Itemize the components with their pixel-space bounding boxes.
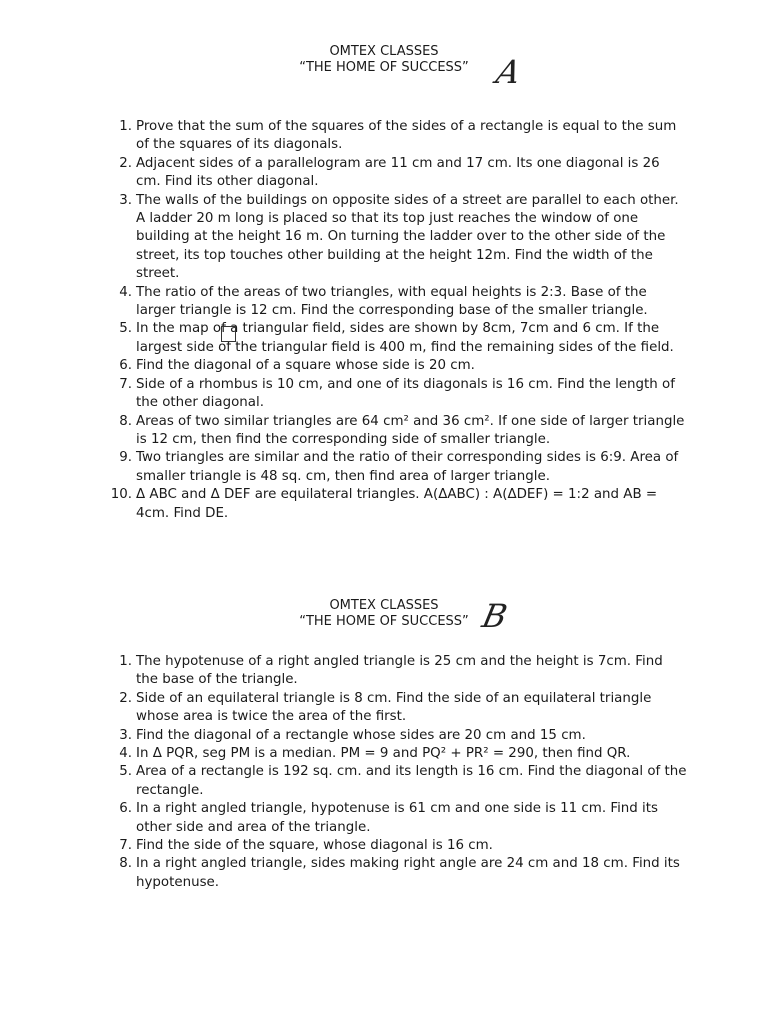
question-text: In Δ PQR, seg PM is a median. PM = 9 and PQ² + PR² = 290, then find QR. bbox=[136, 746, 631, 762]
question-text: In a right angled triangle, sides making right angle are 24 cm and 18 cm. Find its hypotenuse. bbox=[136, 856, 680, 890]
question-text: The ratio of the areas of two triangles, with equal heights is 2:3. Base of the larger triangle is 12 cm. Find the corresponding base of the smaller triangle. bbox=[136, 284, 648, 319]
question-item bbox=[108, 745, 688, 763]
question-item bbox=[108, 118, 688, 155]
question-item bbox=[108, 837, 688, 855]
question-item bbox=[108, 486, 688, 523]
set-a-tagline-text: “THE HOME OF SUCCESS” bbox=[299, 60, 469, 75]
question-number: 7. bbox=[119, 838, 132, 854]
question-item bbox=[108, 653, 688, 690]
set-b-header bbox=[0, 597, 768, 635]
question-text: Adjacent sides of a parallelogram are 11 cm and 17 cm. Its one diagonal is 26 cm. Find its other diagonal. bbox=[136, 155, 660, 190]
question-item bbox=[108, 155, 688, 192]
question-number: 3. bbox=[119, 727, 132, 743]
question-number: 2. bbox=[119, 690, 132, 706]
question-item bbox=[108, 376, 688, 413]
set-b-tagline-text: “THE HOME OF SUCCESS” bbox=[299, 614, 469, 629]
question-item bbox=[108, 690, 688, 727]
question-item bbox=[108, 449, 688, 486]
question-text: In a right angled triangle, hypotenuse is 61 cm and one side is 11 cm. Find its other side and area of the triangle. bbox=[136, 801, 658, 835]
set-a-question-list bbox=[108, 118, 688, 523]
question-text: Find the diagonal of a square whose side is 20 cm. bbox=[136, 358, 475, 374]
question-number: 7. bbox=[119, 376, 132, 392]
set-a-tagline bbox=[299, 53, 525, 91]
question-number: 6. bbox=[119, 801, 132, 817]
question-number: 3. bbox=[119, 192, 132, 208]
question-item bbox=[108, 413, 688, 450]
question-text: Area of a rectangle is 192 sq. cm. and its length is 16 cm. Find the diagonal of the rectangle. bbox=[136, 764, 687, 798]
question-item bbox=[108, 320, 688, 357]
question-number: 1. bbox=[119, 119, 132, 134]
set-a-institute-name: OMTEX CLASSES bbox=[329, 44, 439, 59]
question-number: 9. bbox=[119, 450, 132, 466]
question-item bbox=[108, 192, 688, 284]
question-text: In the map of a triangular field, sides are shown by 8cm, 7cm and 6 cm. If the largest side of the triangular field is 400 m, find the remaining sides of the field. bbox=[136, 321, 674, 355]
question-item bbox=[108, 855, 688, 892]
question-text: The walls of the buildings on opposite sides of a street are parallel to each other. A ladder 20 m long is placed so that its top just reaches the window of one building at the height 16 m. On turning the ladder over to the other side of the street, its top touches other building at the height 12m. Find the width of the street. bbox=[136, 192, 679, 282]
question-text: Δ ABC and Δ DEF are equilateral triangles. A(ΔABC) : A(ΔDEF) = 1:2 and AB = 4cm. Find DE. bbox=[136, 487, 658, 521]
question-text: Side of an equilateral triangle is 8 cm. Find the side of an equilateral triangle whose area is twice the area of the first. bbox=[136, 690, 652, 725]
question-text: Side of a rhombus is 10 cm, and one of its diagonals is 16 cm. Find the length of the other diagonal. bbox=[136, 376, 675, 411]
question-number: 8. bbox=[119, 856, 132, 872]
set-b-institute-name: OMTEX CLASSES bbox=[329, 598, 439, 613]
question-text: Find the side of the square, whose diagonal is 16 cm. bbox=[136, 838, 493, 854]
question-number: 4. bbox=[119, 746, 132, 762]
question-item bbox=[108, 284, 688, 321]
question-number: 2. bbox=[119, 155, 132, 171]
question-text: Prove that the sum of the squares of the sides of a rectangle is equal to the sum of the squares of its diagonals. bbox=[136, 119, 677, 153]
question-item bbox=[108, 763, 688, 800]
question-item bbox=[108, 800, 688, 837]
question-text: Two triangles are similar and the ratio of their corresponding sides is 6:9. Area of smaller triangle is 48 sq. cm, then find area of larger triangle. bbox=[136, 450, 679, 484]
question-number: 1. bbox=[119, 654, 132, 669]
question-number: 6. bbox=[119, 358, 132, 374]
checkbox-mark bbox=[221, 326, 236, 342]
set-a-header bbox=[0, 44, 768, 91]
question-text: Find the diagonal of a rectangle whose sides are 20 cm and 15 cm. bbox=[136, 727, 586, 743]
question-number: 8. bbox=[119, 413, 132, 429]
question-number: 5. bbox=[119, 321, 132, 337]
question-number: 5. bbox=[119, 764, 132, 780]
set-b-script-letter: B bbox=[479, 597, 511, 635]
question-number: 10. bbox=[110, 487, 132, 503]
set-a-script-letter: A bbox=[493, 53, 525, 91]
question-number: 4. bbox=[119, 284, 132, 300]
question-text: Areas of two similar triangles are 64 cm² and 36 cm². If one side of larger triangle is 12 cm, then find the corresponding side of smaller triangle. bbox=[136, 413, 685, 447]
question-item bbox=[108, 357, 688, 375]
set-b-question-list bbox=[108, 653, 688, 892]
question-item bbox=[108, 727, 688, 745]
question-text: The hypotenuse of a right angled triangle is 25 cm and the height is 7cm. Find the base of the triangle. bbox=[136, 654, 663, 688]
